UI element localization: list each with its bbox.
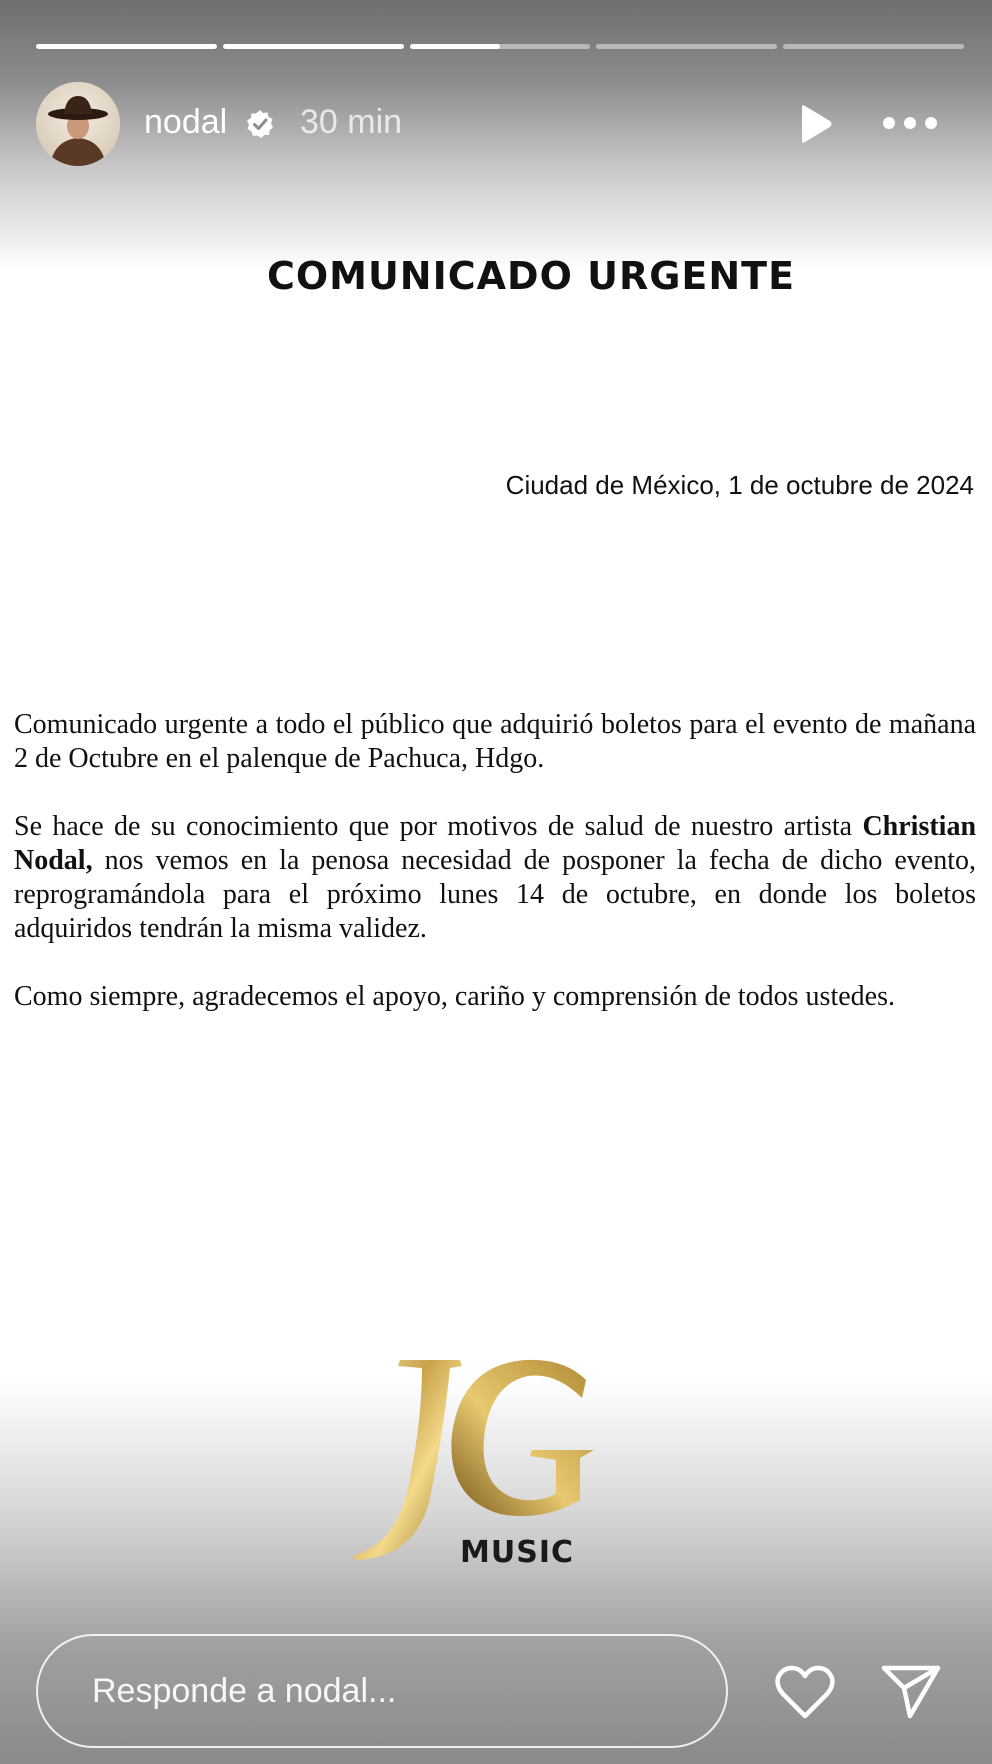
document-body <box>14 708 976 1048</box>
progress-fill <box>36 44 217 49</box>
more-icon[interactable] <box>880 108 940 138</box>
jg-music-logo <box>350 1358 610 1578</box>
story-header <box>36 82 956 166</box>
paragraph-details-rest: nos vemos en la penosa necesidad de posponer la fecha de dicho evento, reprogramándola para el próximo lunes 14 de octubre, en donde los boletos adquiridos tendrán la misma validez. <box>14 845 977 944</box>
avatar-cowboy-hat <box>36 82 120 166</box>
avatar[interactable] <box>36 82 120 166</box>
reply-input[interactable] <box>36 1634 728 1748</box>
paragraph-closing: Como siempre, agradecemos el apoyo, cariño y comprensión de todos ustedes. <box>14 981 895 1012</box>
progress-segment-5 <box>783 44 964 49</box>
progress-fill <box>410 44 500 49</box>
artist-name: Christian Nodal, <box>14 811 977 876</box>
progress-segment-2 <box>223 44 404 49</box>
progress-segment-4 <box>596 44 777 49</box>
story-progress <box>36 44 964 49</box>
send-icon[interactable] <box>880 1662 942 1720</box>
progress-segment-3 <box>410 44 591 49</box>
logo-text: MUSIC <box>460 1535 574 1570</box>
paragraph-notice: Comunicado urgente a todo el público que adquirió boletos para el evento de mañana 2 de Octubre en el palenque de Pachuca, Hdgo. <box>14 709 976 774</box>
username[interactable]: nodal <box>144 103 228 141</box>
document-date: Ciudad de México, 1 de octubre de 2024 <box>505 470 974 500</box>
post-time: 30 min <box>300 103 403 141</box>
document-title: COMUNICADO URGENTE <box>266 254 796 298</box>
play-icon[interactable] <box>792 102 836 146</box>
progress-segment-1 <box>36 44 217 49</box>
verified-badge-icon <box>244 108 276 140</box>
heart-icon[interactable] <box>774 1664 836 1720</box>
paragraph-details <box>14 810 976 946</box>
progress-fill <box>223 44 404 49</box>
paragraph-details-intro: Se hace de su conocimiento que por motivos de salud de nuestro artista <box>14 811 853 842</box>
